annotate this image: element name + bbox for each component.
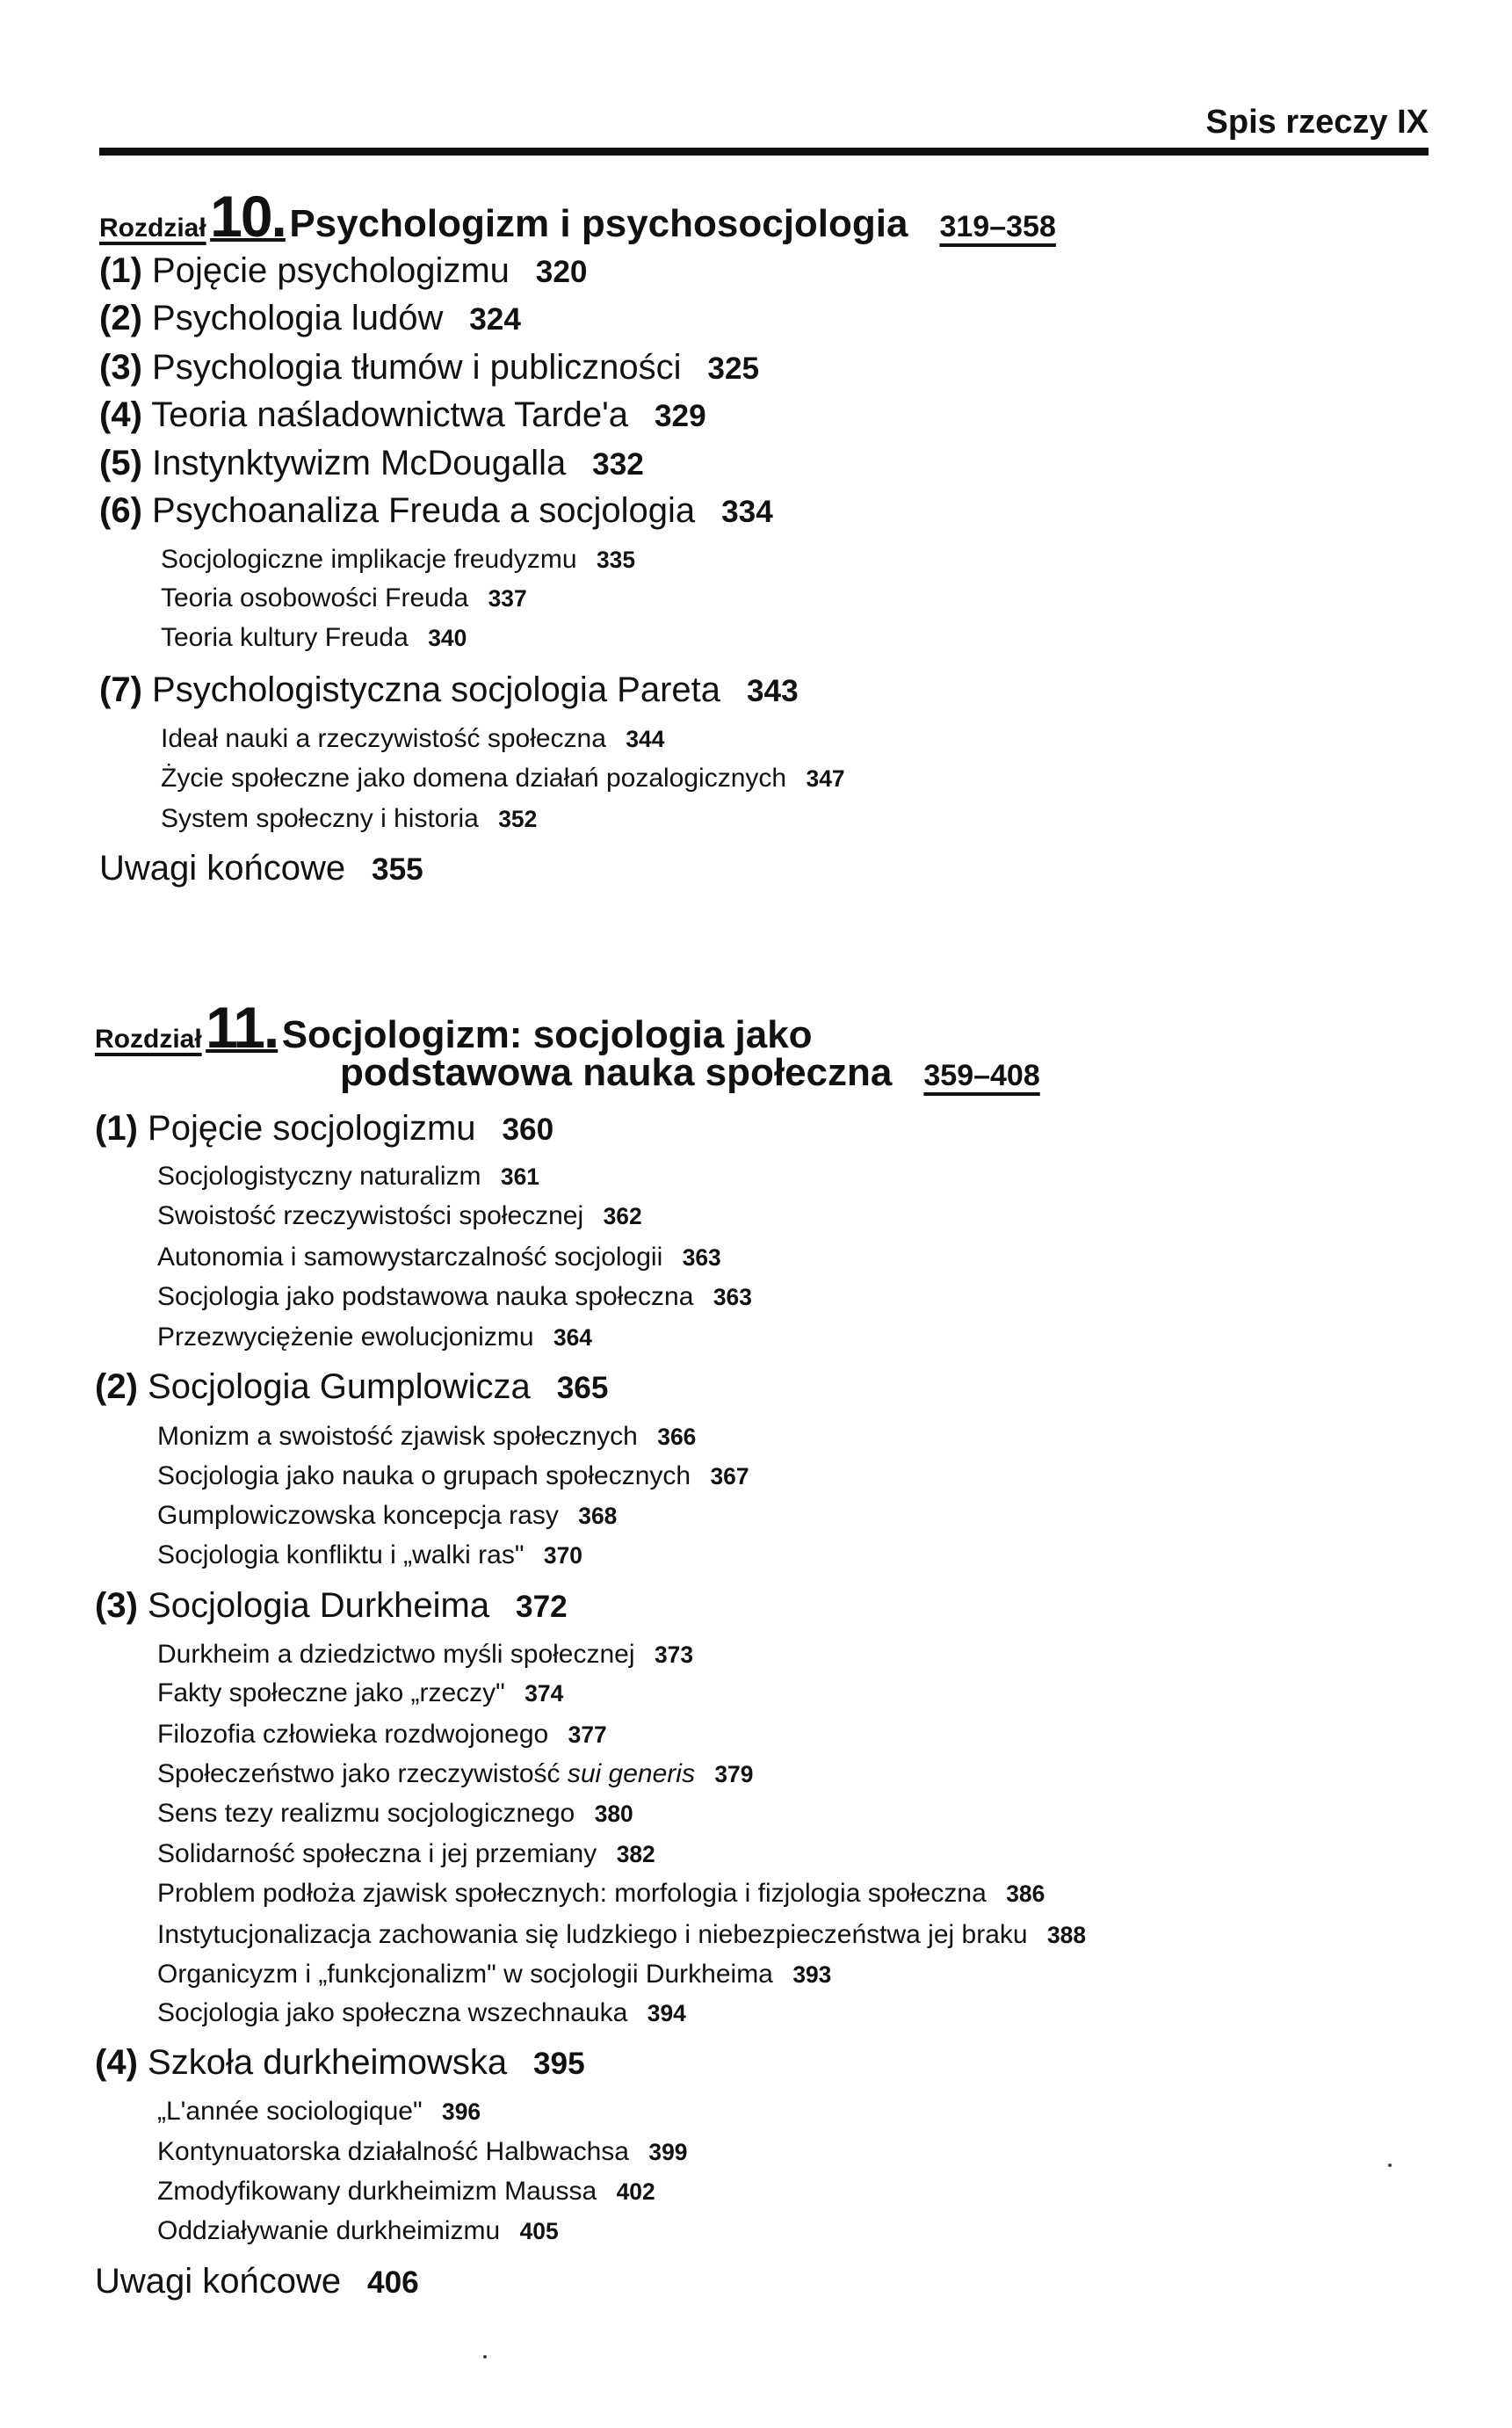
toc-subsection[interactable] (157, 1997, 686, 2029)
page-number: 334 (721, 495, 773, 529)
toc-section[interactable] (99, 489, 773, 533)
entry-title: Szkoła durkheimowska (148, 2043, 508, 2082)
toc-subsection[interactable] (157, 1421, 696, 1453)
toc-section[interactable] (99, 250, 588, 294)
chapter-page-range[interactable]: 359–408 (923, 1059, 1040, 1092)
chapter-word: Rozdział (95, 1025, 202, 1054)
chapter-number: 11. (206, 995, 279, 1060)
page-number: 361 (500, 1163, 539, 1190)
entry-title: Kontynuatorska działalność Halbwachsa (157, 2137, 629, 2166)
page-number: 379 (714, 1761, 754, 1787)
page-number: 347 (806, 765, 845, 792)
toc-section[interactable] (95, 2260, 419, 2304)
page-number: 337 (488, 585, 527, 612)
toc-subsection[interactable] (157, 2136, 687, 2168)
section-number: (5) (99, 444, 142, 482)
toc-subsection[interactable] (157, 1460, 749, 1492)
entry-title: Społeczeństwo jako rzeczywistość (157, 1759, 568, 1788)
page-number: 332 (592, 447, 644, 482)
page-number: 399 (648, 2139, 688, 2165)
toc-subsection[interactable] (157, 1281, 752, 1313)
page-number: 377 (568, 1721, 607, 1748)
page-number: 380 (594, 1801, 633, 1827)
toc-subsection[interactable] (157, 2215, 559, 2247)
entry-title: Fakty społeczne jako „rzeczy" (157, 1678, 505, 1707)
toc-section[interactable] (99, 394, 706, 438)
entry-title: Socjologia Gumplowicza (148, 1367, 531, 1406)
toc-subsection[interactable] (157, 1161, 539, 1192)
entry-title: Życie społeczne jako domena działań pozalogicznych (161, 764, 787, 793)
entry-title: Pojęcie psychologizmu (152, 251, 510, 290)
entry-title: Solidarność społeczna i jej przemiany (157, 1839, 597, 1868)
entry-title: Swoistość rzeczywistości społecznej (157, 1201, 584, 1230)
entry-title: Ideał nauki a rzeczywistość społeczna (161, 724, 606, 753)
page-number: 343 (746, 674, 799, 708)
section-number: (1) (99, 251, 142, 290)
toc-subsection[interactable] (157, 1322, 592, 1353)
page-number: 366 (657, 1424, 697, 1450)
page-number: 363 (682, 1244, 721, 1271)
toc-subsection[interactable] (157, 1919, 1086, 1951)
page-number: 364 (553, 1324, 592, 1351)
entry-title: Monizm a swoistość zjawisk społecznych (157, 1422, 638, 1451)
entry-title: Instytucjonalizacja zachowania się ludzkiego i niebezpieczeństwa jej braku (157, 1920, 1028, 1949)
entry-title: Psychologistyczna socjologia Pareta (152, 670, 721, 709)
toc-subsection[interactable] (161, 803, 537, 835)
page-number: 396 (442, 2098, 481, 2125)
entry-title: Uwagi końcowe (99, 849, 346, 888)
toc-subsection[interactable] (157, 1798, 633, 1830)
entry-title: Socjologia jako podstawowa nauka społeczna (157, 1282, 694, 1311)
entry-title: Teoria kultury Freuda (161, 623, 409, 652)
entry-title: System społeczny i historia (161, 804, 479, 833)
entry-title: Zmodyfikowany durkheimizm Maussa (157, 2177, 597, 2206)
entry-title: Organicyzm i „funkcjonalizm" w socjologii Durkheima (157, 1960, 773, 1989)
entry-title: Teoria naśladownictwa Tarde'a (151, 395, 629, 434)
entry-title: Socjologia konfliktu i „walki ras" (157, 1540, 524, 1569)
toc-section[interactable] (99, 442, 644, 486)
page-number: 320 (535, 255, 588, 289)
page-number: 368 (578, 1503, 618, 1529)
page-number: 372 (516, 1590, 568, 1624)
chapter-word: Rozdział (99, 214, 206, 243)
section-number: (3) (99, 348, 142, 387)
toc-subsection[interactable] (157, 1719, 607, 1750)
toc-section[interactable] (95, 1584, 568, 1628)
page-number: 324 (469, 302, 521, 337)
toc-section[interactable] (95, 1107, 553, 1151)
page-number: 363 (713, 1284, 752, 1310)
toc-section[interactable] (99, 847, 423, 891)
toc-subsection[interactable] (161, 622, 467, 654)
page-number: 388 (1047, 1922, 1087, 1948)
entry-title: Socjologia jako społeczna wszechnauka (157, 1998, 628, 2027)
section-number: (6) (99, 491, 142, 530)
chapter-title: podstawowa nauka społeczna (340, 1051, 893, 1094)
entry-title: Problem podłoża zjawisk społecznych: morfologia i fizjologia społeczna (157, 1879, 987, 1908)
scan-speck (483, 2355, 487, 2359)
chapter-title: Psychologizm i psychosocjologia (289, 202, 908, 245)
page-number: 374 (524, 1680, 564, 1707)
entry-title: Durkheim a dziedzictwo myśli społecznej (157, 1640, 635, 1669)
page-number: 335 (596, 547, 636, 573)
section-number: (2) (95, 1367, 138, 1406)
entry-title: Pojęcie socjologizmu (148, 1109, 476, 1148)
entry-title: Filozofia człowieka rozdwojonego (157, 1720, 549, 1749)
entry-title: Instynktywizm McDougalla (152, 444, 567, 482)
entry-title: Uwagi końcowe (95, 2262, 342, 2301)
page-number: 382 (616, 1841, 655, 1867)
entry-title: Socjologistyczny naturalizm (157, 1162, 481, 1191)
entry-title: Autonomia i samowystarczalność socjologii (157, 1243, 663, 1272)
toc-subsection[interactable] (157, 1500, 617, 1532)
page-number: 362 (603, 1203, 642, 1229)
chapter-page-range[interactable]: 319–358 (939, 210, 1056, 243)
page-number: 394 (647, 2000, 686, 2026)
toc-subsection[interactable] (157, 1639, 693, 1671)
entry-title: Psychologia tłumów i publiczności (152, 348, 682, 387)
toc-subsection[interactable] (157, 1758, 753, 1790)
toc-section[interactable] (99, 297, 521, 341)
entry-title: Socjologia jako nauka o grupach społecznych (157, 1461, 691, 1490)
entry-title: Sens tezy realizmu socjologicznego (157, 1799, 575, 1828)
toc-subsection[interactable] (157, 1242, 721, 1273)
toc-subsection[interactable] (157, 1200, 642, 1232)
toc-subsection[interactable] (157, 1838, 655, 1870)
toc-subsection[interactable] (157, 1678, 563, 1709)
page-number: 355 (372, 852, 423, 887)
chapter-number: 10. (210, 184, 286, 249)
entry-title: Przezwyciężenie ewolucjonizmu (157, 1323, 534, 1352)
entry-title: Gumplowiczowska koncepcja rasy (157, 1501, 559, 1530)
page-number: 329 (654, 399, 706, 433)
toc-section[interactable] (95, 1366, 608, 1410)
section-number: (1) (95, 1109, 138, 1148)
page-number: 386 (1006, 1881, 1045, 1907)
scan-speck (1388, 2163, 1392, 2167)
section-number: (7) (99, 670, 142, 709)
page-number: 344 (626, 726, 665, 752)
entry-title: „L'année sociologique" (157, 2097, 423, 2126)
toc-subsection[interactable] (157, 2176, 655, 2207)
entry-title: Teoria osobowości Freuda (161, 583, 469, 612)
page-number: 360 (502, 1113, 554, 1147)
toc-subsection[interactable] (161, 583, 527, 614)
running-head: Spis rzeczy IX (1205, 104, 1429, 141)
section-number: (2) (99, 299, 142, 337)
entry-title: Socjologia Durkheima (148, 1586, 490, 1625)
entry-title-italic: sui generis (567, 1759, 695, 1788)
page-number: 352 (498, 806, 538, 832)
page-number: 393 (792, 1961, 832, 1988)
chapter-heading (340, 1038, 1040, 1117)
entry-title: Socjologiczne implikacje freudyzmu (161, 545, 577, 574)
toc-subsection[interactable] (157, 1540, 582, 1571)
page-number: 373 (654, 1642, 694, 1668)
header-rule (99, 148, 1429, 156)
chapter-title: Socjologizm: socjologia jako (281, 1013, 813, 1056)
toc-subsection[interactable] (161, 763, 845, 794)
toc-section[interactable] (95, 2041, 585, 2085)
section-number: (4) (99, 395, 142, 434)
toc-section[interactable] (99, 669, 799, 713)
page-number: 370 (543, 1542, 582, 1569)
page-number: 340 (428, 625, 467, 651)
page-number: 402 (616, 2178, 655, 2205)
page-number: 325 (707, 352, 760, 386)
toc-subsection[interactable] (161, 544, 635, 576)
toc-subsection[interactable] (161, 723, 664, 755)
section-number: (3) (95, 1586, 138, 1625)
page-number: 395 (532, 2047, 585, 2081)
entry-title: Psychologia ludów (152, 299, 444, 337)
toc-subsection[interactable] (157, 1878, 1045, 1910)
section-number: (4) (95, 2043, 138, 2082)
toc-subsection[interactable] (157, 1959, 831, 1990)
toc-subsection[interactable] (157, 2096, 481, 2127)
page-number: 406 (367, 2265, 419, 2300)
page-number: 367 (710, 1463, 749, 1489)
page-number: 405 (519, 2218, 559, 2244)
toc-section[interactable] (99, 346, 759, 390)
page-number: 365 (556, 1371, 609, 1405)
entry-title: Psychoanaliza Freuda a socjologia (152, 491, 696, 530)
entry-title: Oddziaływanie durkheimizmu (157, 2216, 501, 2245)
